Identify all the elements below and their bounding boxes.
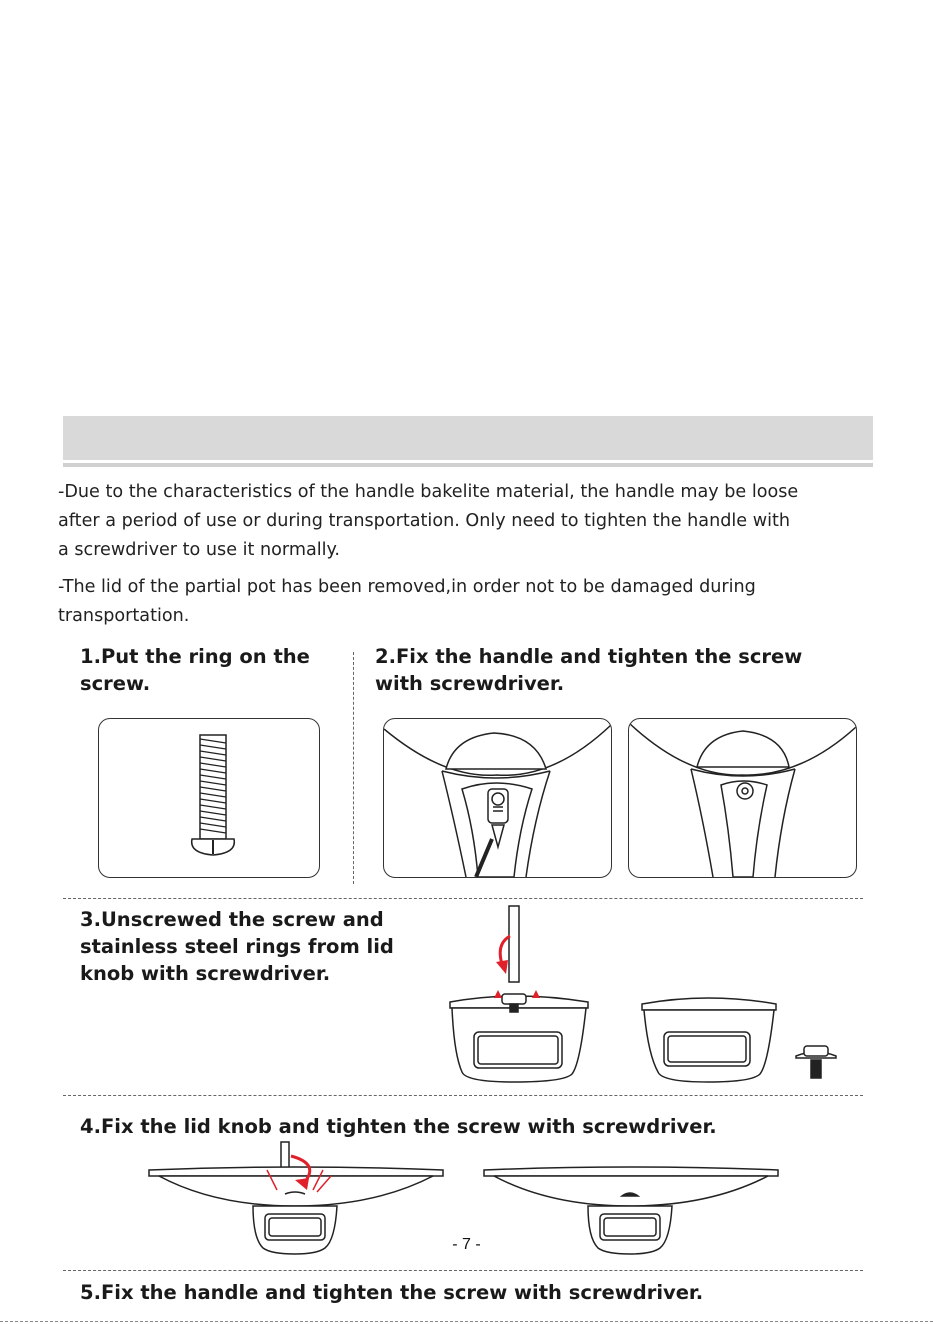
lid-knob-unscrew-icon (440, 904, 600, 1086)
screw-icon (98, 718, 320, 878)
divider-3 (63, 1270, 863, 1271)
step-4-title: 4.Fix the lid knob and tighten the screw with screwdriver. (80, 1115, 717, 1138)
step-5-title: 5.Fix the handle and tighten the screw with screwdriver. (80, 1281, 704, 1304)
handle-screwdriver-icon (383, 718, 612, 878)
handle-tightened-icon (628, 718, 857, 878)
page-number: - 7 - (452, 1236, 481, 1253)
vertical-divider (353, 652, 354, 884)
divider-2 (63, 1095, 863, 1096)
step-3-title: 3.Unscrewed the screw and stainless steel rings from lid knob with screwdriver. (80, 908, 394, 985)
intro-paragraph-2: -The lid of the partial pot has been removed,in order not to be damaged during transportation. (58, 577, 756, 626)
lid-knob-icon (640, 992, 780, 1086)
divider-1 (63, 898, 863, 899)
intro-paragraph-1: -Due to the characteristics of the handle bakelite material, the handle may be loose after a period of use or during transportation. Only need to tighten the handle with a screwdriver to use it normally. (58, 482, 799, 560)
section-header-band (63, 416, 873, 460)
bottom-crop-line (0, 1321, 933, 1322)
section-header-rule (63, 463, 873, 467)
step-2-title: 2.Fix the handle and tighten the screw with screwdriver. (375, 645, 803, 695)
screw-ring-icon (792, 1040, 840, 1080)
step-1-title: 1.Put the ring on the screw. (80, 645, 310, 695)
